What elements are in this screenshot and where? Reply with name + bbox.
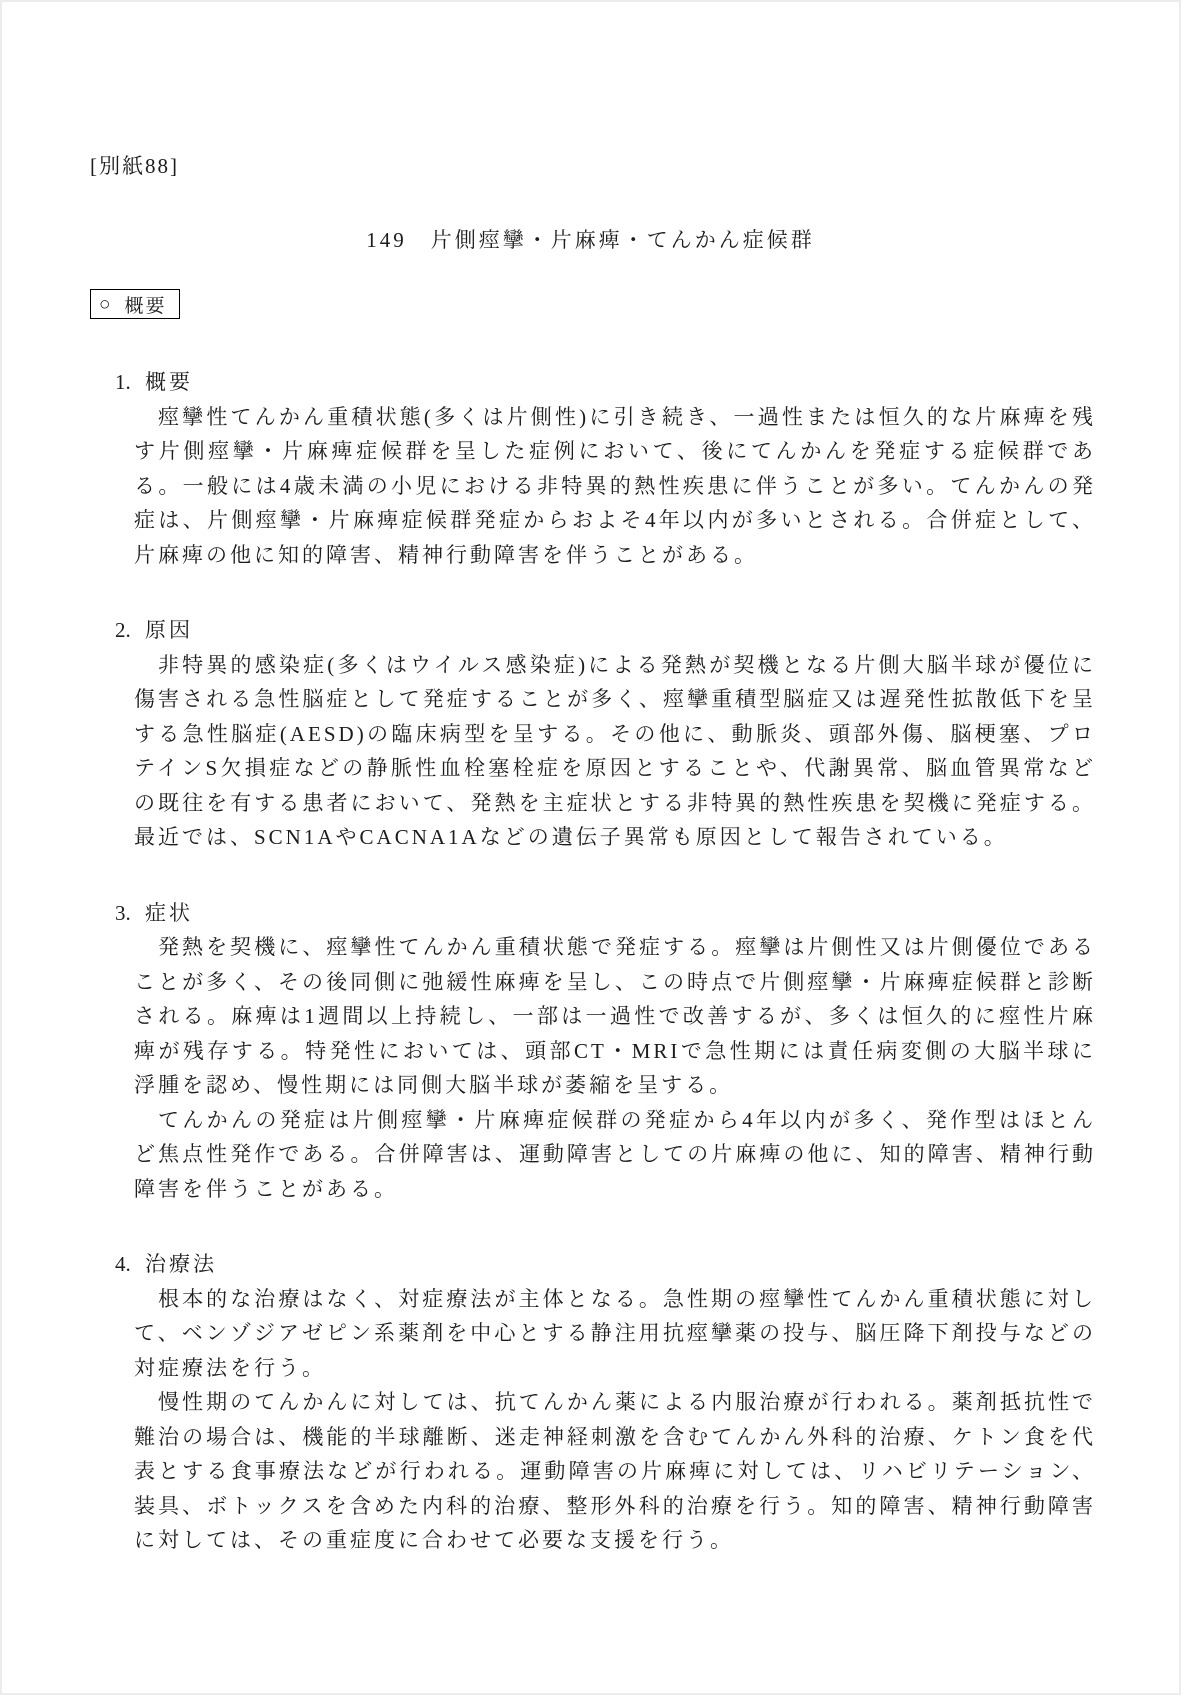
section-heading bbox=[115, 613, 1099, 648]
section-number: 2. bbox=[115, 618, 131, 642]
overview-box-label: 概要 bbox=[124, 295, 167, 317]
section-3 bbox=[115, 896, 1099, 1207]
section-heading bbox=[115, 896, 1099, 931]
attachment-label: [別紙88] bbox=[90, 154, 179, 178]
circle-marker-icon: ○ bbox=[99, 293, 111, 315]
overview-box bbox=[90, 289, 180, 319]
section-1 bbox=[115, 365, 1099, 572]
section-heading bbox=[115, 1247, 1099, 1282]
section-label: 概要 bbox=[145, 370, 193, 394]
section-number: 3. bbox=[115, 900, 131, 925]
section-paragraph: 発熱を契機に、痙攣性てんかん重積状態で発症する。痙攣は片側性又は片側優位であることが多く、その後同側に弛緩性麻痺を呈し、この時点で片側痙攣・片麻痺症候群と診断される。麻痺は1週間以上持続し、一部は一過性で改善するが、多くは恒久的に痙性片麻痺が残存する。特発性においては、頭部CT・MRIで急性期には責任病変側の大脳半球に浮腫を認め、慢性期には同側大脳半球が萎縮を呈する。 bbox=[134, 935, 1096, 1097]
section-heading bbox=[115, 365, 1099, 400]
section-paragraph: てんかんの発症は片側痙攣・片麻痺症候群の発症から4年以内が多く、発作型はほとんど焦点性発作である。合併障害は、運動障害としての片麻痺の他に、知的障害、精神行動障害を伴うことがある。 bbox=[134, 1107, 1096, 1201]
section-paragraph: 痙攣性てんかん重積状態(多くは片側性)に引き続き、一過性または恒久的な片麻痺を残す片側痙攣・片麻痺症候群を呈した症例において、後にてんかんを発症する症候群である。一般には4歳未満の小児における非特異的熱性疾患に伴うことが多い。てんかんの発症は、片側痙攣・片麻痺症候群発症からおよそ4年以内が多いとされる。合併症として、片麻痺の他に知的障害、精神行動障害を伴うことがある。 bbox=[134, 404, 1096, 567]
section-label: 症状 bbox=[145, 900, 193, 925]
section-label: 治療法 bbox=[145, 1252, 217, 1276]
section-number: 4. bbox=[115, 1252, 131, 1276]
section-2 bbox=[115, 613, 1099, 855]
section-paragraph: 非特異的感染症(多くはウイルス感染症)による発熱が契機となる片側大脳半球が優位に傷害される急性脳症として発症することが多く、痙攣重積型脳症又は遅発性拡散低下を呈する急性脳症(AESD)の臨床病型を呈する。その他に、動脈炎、頭部外傷、脳梗塞、プロテインS欠損症などの静脈性血栓塞栓症を原因とすることや、代謝異常、脳血管異常などの既往を有する患者において、発熱を主症状とする非特異的熱性疾患を契機に発症する。最近では、SCN1AやCACNA1Aなどの遺伝子異常も原因として報告されている。 bbox=[134, 652, 1096, 849]
section-label: 原因 bbox=[145, 618, 193, 642]
section-paragraph: 慢性期のてんかんに対しては、抗てんかん薬による内服治療が行われる。薬剤抵抗性で難治の場合は、機能的半球離断、迷走神経刺激を含むてんかん外科的治療、ケトン食を代表とする食事療法などが行われる。運動障害の片麻痺に対しては、リハビリテーション、装具、ボトックスを含めた内科的治療、整形外科的治療を行う。知的障害、精神行動障害に対しては、その重症度に合わせて必要な支援を行う。 bbox=[134, 1390, 1097, 1552]
sections-container bbox=[115, 365, 1099, 1599]
page-title: 149 片側痙攣・片麻痺・てんかん症候群 bbox=[366, 228, 815, 252]
section-4 bbox=[115, 1247, 1099, 1558]
section-paragraph: 根本的な治療はなく、対症療法が主体となる。急性期の痙攣性てんかん重積状態に対して、ベンゾジアゼピン系薬剤を中心とする静注用抗痙攣薬の投与、脳圧降下剤投与などの対症療法を行う。 bbox=[134, 1286, 1096, 1380]
section-number: 1. bbox=[115, 370, 131, 394]
